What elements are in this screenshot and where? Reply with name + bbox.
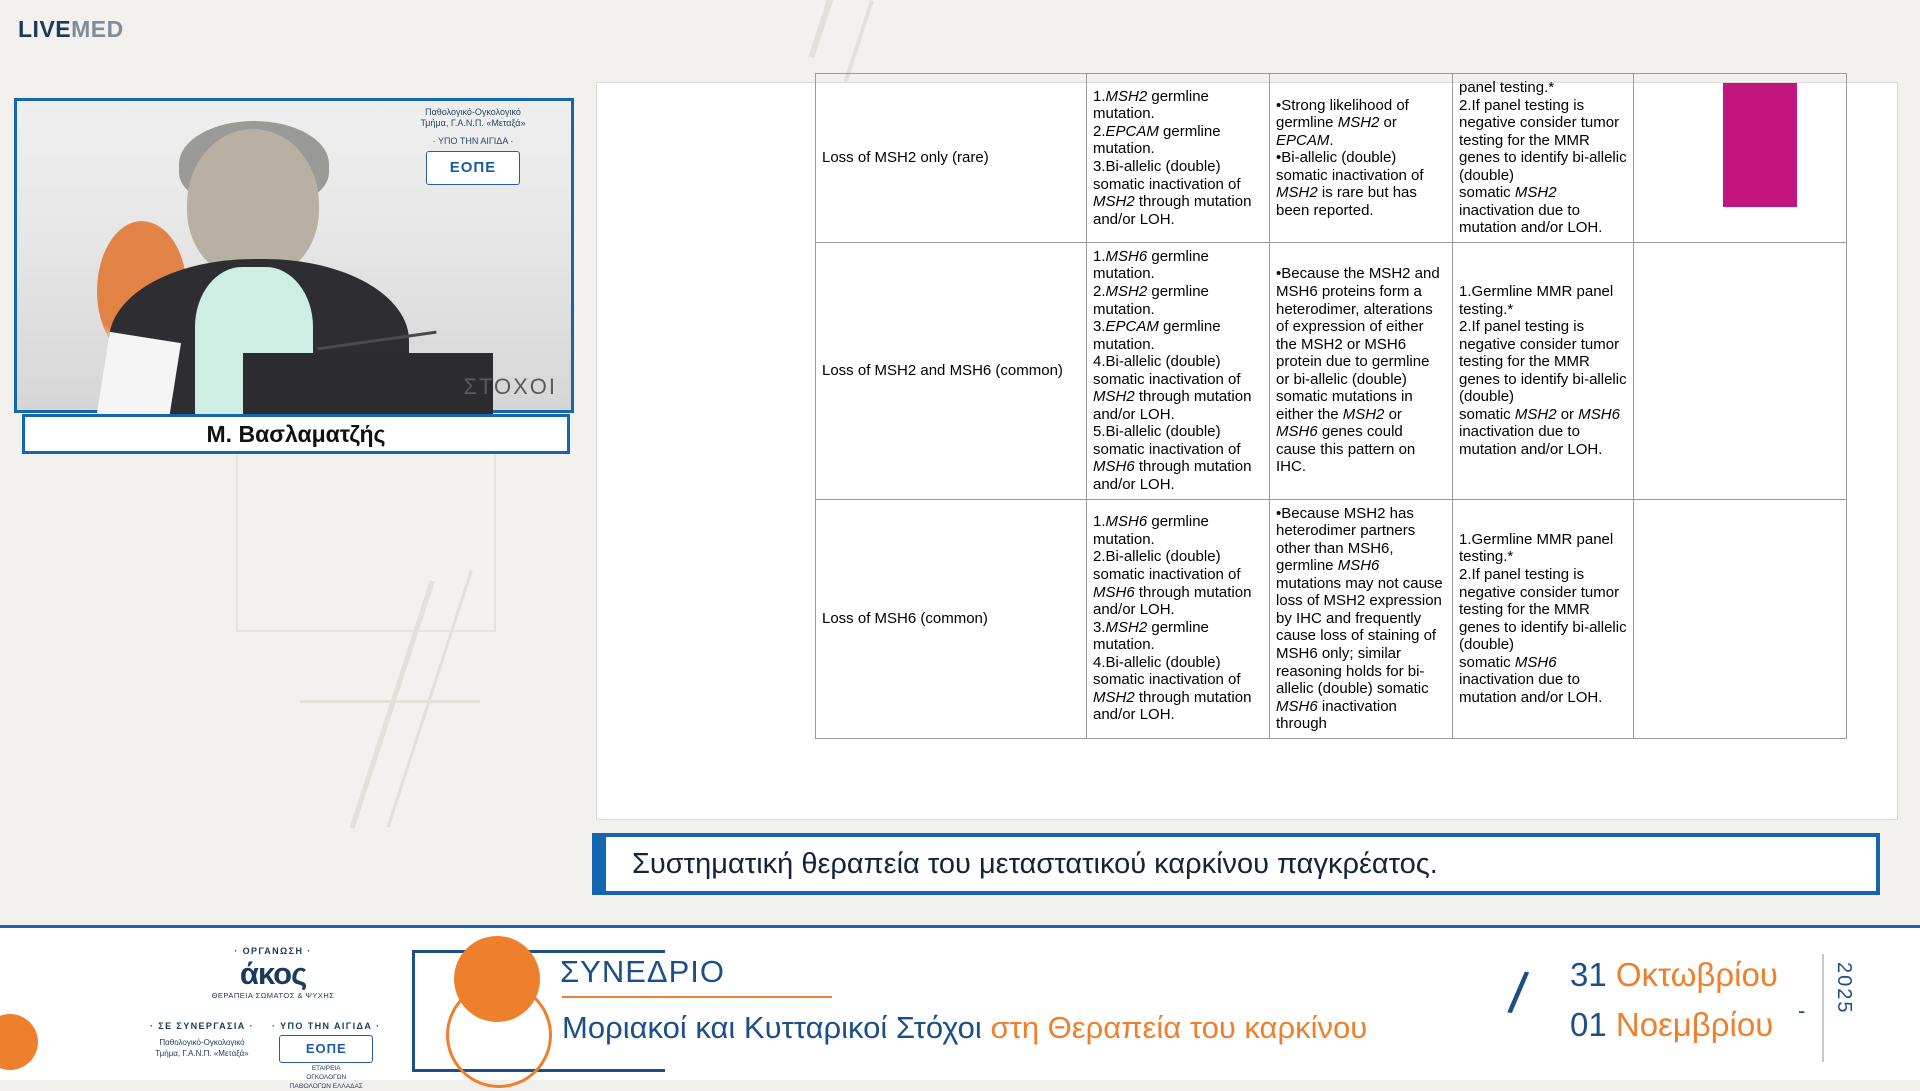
decor-line-5 [300,700,480,703]
eope-logo-footer-icon: ΕΟΠΕ [279,1035,373,1063]
cell-recommended-testing: panel testing.* 2.If panel testing is negative consider tumor testing for the MMR genes to identify bi-allelic (double) somatic MSH2 inactivation due to mutation and/or LOH. [1453,74,1634,243]
video-slide-header [383,107,563,185]
video-slide-title: ΣΤΟΧΟΙ [463,374,557,399]
organizer-label: · ΟΡΓΑΝΩΣΗ · [234,946,312,956]
date-row-1 [1570,956,1778,994]
date-1-number: 31 [1570,956,1607,993]
video-slide-dept-1: Παθολογικό-Ογκολογικό [425,107,521,117]
logo-med: MED [71,16,124,42]
cell-ihc-result: Loss of MSH2 only (rare) [816,74,1087,243]
speaker-name: Μ. Βασλαματζής [206,420,386,447]
eope-sub-2: ΟΓΚΟΛΟΓΩΝ [306,1073,347,1081]
cell-empty [1634,74,1847,243]
presentation-slide[interactable] [596,79,1898,820]
congress-ring-outline [446,982,552,1088]
eope-sub-1: ΕΤΑΙΡΕΙΑ [311,1065,341,1073]
cell-comments: •Strong likelihood of germline MSH2 or EPCAM. •Bi-allelic (double) somatic inactivation of MSH2 is rare but has been reported. [1270,74,1453,243]
akos-logo [178,958,368,989]
cell-possible-causes: 1.MSH2 germline mutation. 2.EPCAM germline mutation. 3.Bi-allelic (double) somatic inactivation of MSH2 through mutation and/or LOH. [1087,74,1270,243]
video-slide-dept-2: Τμήμα, Γ.Α.Ν.Π. «Μεταξά» [420,118,526,129]
event-footer [0,925,1920,1090]
collab-label: · ΣΕ ΣΥΝΕΡΓΑΣΙΑ · [150,1021,254,1031]
congress-subtitle-dark: Μοριακοί και Κυτταρικοί Στόχοι [562,1010,982,1045]
banner-accent-bar [592,833,606,895]
date-slash: / [1505,960,1531,1027]
speaker-video[interactable] [14,98,574,413]
congress-subtitle [562,1010,1367,1046]
event-dates [1505,954,1870,1064]
year-divider [1822,954,1824,1062]
cell-possible-causes: 1.MSH6 germline mutation. 2.MSH2 germline mutation. 3.EPCAM germline mutation. 4.Bi-allelic (double) somatic inactivation of MSH2 through mutation and/or LOH. 5.Bi-allelic (double) somatic inactivation of MSH6 through mutation and/or LOH. [1087,242,1270,499]
collab-col-left [150,1020,254,1091]
session-title: Συστηματική θεραπεία του μεταστατικού καρκίνου παγκρέατος. [632,847,1438,880]
logo-live: LIVE [18,16,72,42]
collaboration-block [150,1020,410,1091]
organizer-block [178,946,368,1000]
collab-text-2: Τμήμα, Γ.Α.Ν.Π. «Μεταξά» [155,1048,249,1058]
livemed-logo [18,16,124,43]
ihc-results-table [815,73,1847,739]
session-title-banner [592,833,1880,895]
congress-subtitle-orange: στη Θεραπεία του καρκίνου [990,1010,1368,1045]
eope-logo-icon: ΕΟΠΕ [426,151,520,185]
paper-sheet [97,332,181,424]
akos-subtitle: ΘΕΡΑΠΕΙΑ ΣΩΜΑΤΟΣ & ΨΥΧΗΣ [211,991,335,1000]
date-dash: - [1798,998,1806,1023]
cell-recommended-testing: 1.Germline MMR panel testing.* 2.If panel testing is negative consider tumor testing for the MMR genes to identify bi-allelic (double) somatic MSH6 inactivation due to mutation and/or LOH. [1453,499,1634,738]
aegis-label: · ΥΠΟ ΤΗΝ ΑΙΓΙΔΑ · [271,1021,381,1031]
date-2-month: Νοεμβρίου [1615,1006,1774,1043]
cell-recommended-testing: 1.Germline MMR panel testing.* 2.If panel testing is negative consider tumor testing for the MMR genes to identify bi-allelic (double) somatic MSH2 or MSH6 inactivation due to mutation and/or LOH. [1453,242,1634,499]
event-year: 2025 [1833,962,1855,1015]
date-2-number: 01 [1570,1006,1607,1043]
collab-col-right [272,1020,381,1091]
date-1-month: Οκτωβρίου [1615,956,1778,993]
speaker-head [187,129,319,279]
speaker-name-plate [22,414,570,454]
collab-text-1: Παθολογικό-Ογκολογικό [159,1038,245,1048]
cell-comments: •Because the MSH2 and MSH6 proteins form a heterodimer, alterations of expression of either the MSH2 or MSH6 protein due to germline or bi-allelic (double) somatic mutations in either the MSH2 or MSH6 genes could cause this pattern on IHC. [1270,242,1453,499]
cell-empty [1634,499,1847,738]
eope-sub-3: ΠΑΘΟΛΟΓΩΝ ΕΛΛΑΔΑΣ [289,1082,363,1090]
video-slide-aegis: · ΥΠΟ ΤΗΝ ΑΙΓΙΔΑ · [432,135,514,146]
speaker-video-frame [17,101,571,410]
cell-possible-causes: 1.MSH6 germline mutation. 2.Bi-allelic (double) somatic inactivation of MSH6 through mutation and/or LOH. 3.MSH2 germline mutation. 4.Bi-allelic (double) somatic inactivation of MSH2 through mutation and/or LOH. [1087,499,1270,738]
podium [243,353,493,417]
table-row [816,499,1847,738]
cell-ihc-result: Loss of MSH2 and MSH6 (common) [816,242,1087,499]
cell-comments: •Because MSH2 has heterodimer partners other than MSH6, germline MSH6 mutations may not cause loss of MSH2 expression by IHC and frequently cause loss of staining of MSH6 only; similar reasoning holds for bi-allelic (double) somatic MSH6 inactivation through [1270,499,1453,738]
date-row-2 [1570,1006,1773,1044]
congress-underline [562,996,832,998]
akos-word: άκος [239,956,307,991]
congress-word: ΣΥΝΕΔΡΙΟ [560,954,726,989]
table-row [816,74,1847,243]
decor-line-1 [808,0,835,58]
table-row [816,242,1847,499]
cell-ihc-result: Loss of MSH6 (common) [816,499,1087,738]
cell-empty [1634,242,1847,499]
